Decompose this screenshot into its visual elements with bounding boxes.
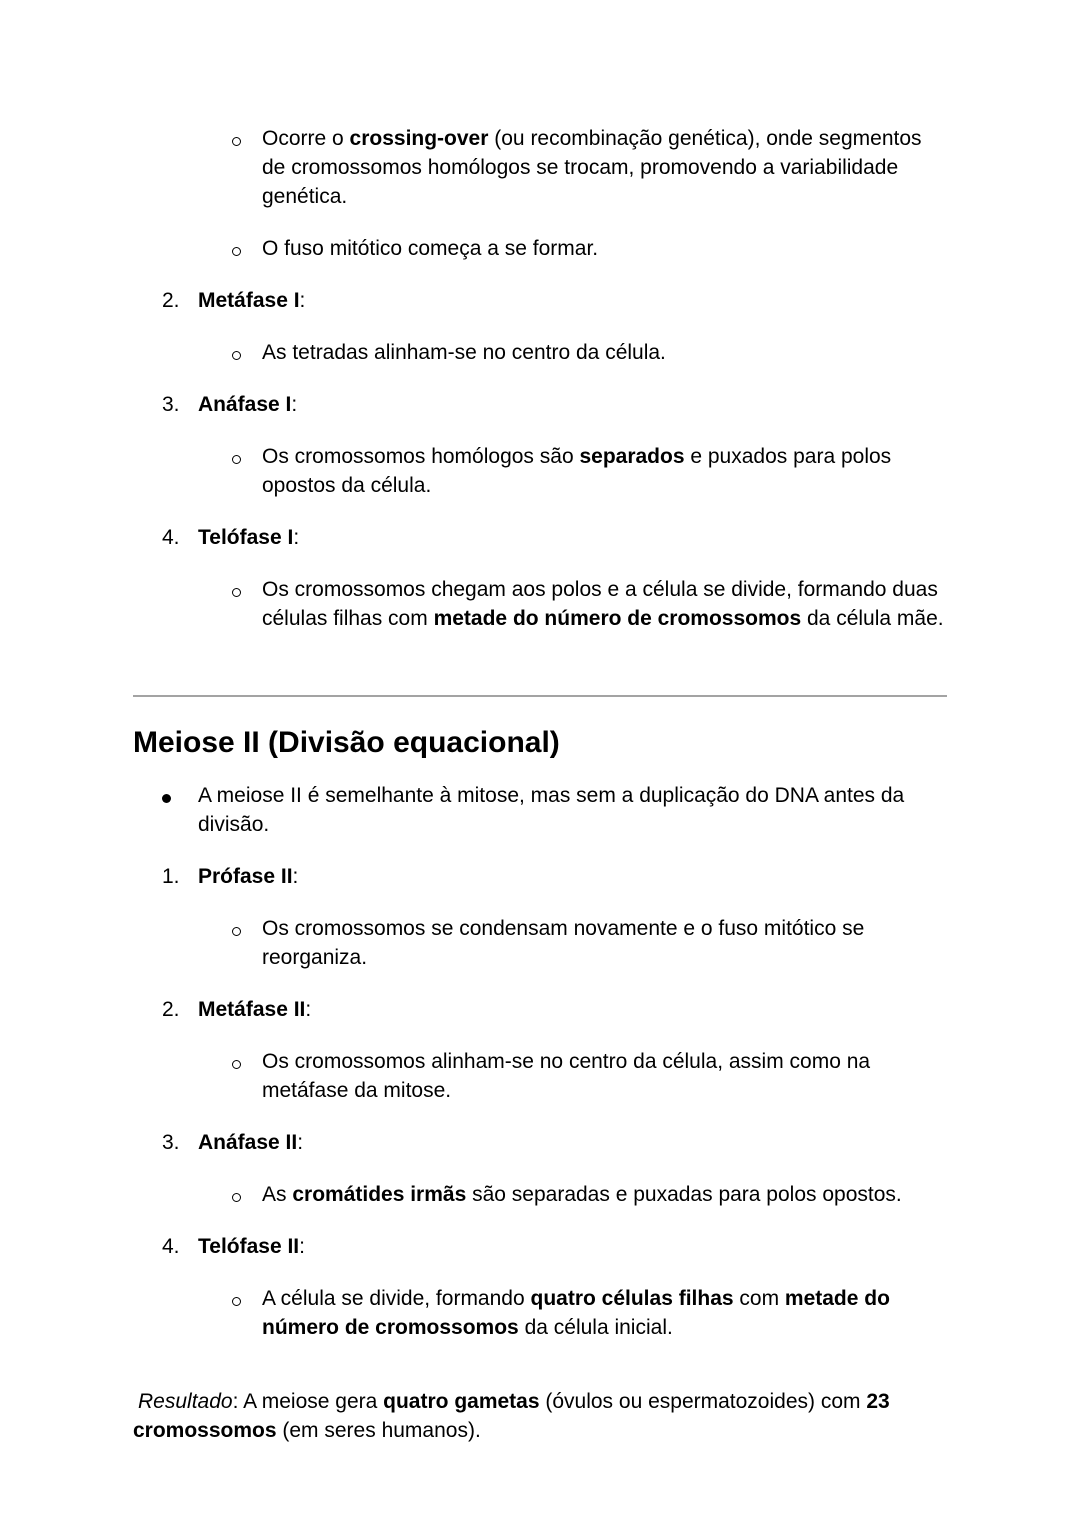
text-run: A meiose II é semelhante à mitose, mas sem a duplicação do DNA antes da divisão. xyxy=(198,784,905,836)
sub-list-item xyxy=(133,1284,947,1342)
text-run: metade do número de cromossomos xyxy=(262,1287,890,1339)
text-run: quatro células filhas xyxy=(530,1287,734,1310)
list-item-text xyxy=(262,442,947,500)
list-item-text xyxy=(198,1232,947,1261)
list-number: 2. xyxy=(162,998,180,1021)
text-run: : xyxy=(299,289,306,312)
list-marker xyxy=(232,124,262,146)
text-run: metade do número de cromossomos xyxy=(433,607,802,630)
list-item-text xyxy=(262,1047,947,1105)
text-run: : xyxy=(305,998,312,1021)
text-run: Anáfase I xyxy=(198,393,292,416)
list-item-text xyxy=(262,914,947,972)
list-marker xyxy=(232,442,262,464)
bullet-circle-icon xyxy=(232,588,241,597)
text-run: são separadas e puxadas para polos opostos. xyxy=(466,1183,902,1206)
list-item-text xyxy=(262,575,947,633)
list-item-text xyxy=(198,781,947,839)
text-run: Anáfase II xyxy=(198,1131,298,1154)
text-run: Telófase I xyxy=(198,526,294,549)
list-number: 2. xyxy=(162,289,180,312)
sub-list-item xyxy=(133,1180,947,1209)
text-run: Ocorre o xyxy=(262,127,350,150)
numbered-list-item xyxy=(133,1128,947,1157)
text-run: Metáfase II xyxy=(198,998,306,1021)
bullet-circle-icon xyxy=(232,247,241,256)
text-run: O fuso mitótico começa a se formar. xyxy=(262,237,599,260)
list-number: 4. xyxy=(162,526,180,549)
bullet-circle-icon xyxy=(232,927,241,936)
list-marker xyxy=(232,1180,262,1202)
list-item-text xyxy=(262,1180,947,1209)
sub-list-item xyxy=(133,234,947,263)
list-item-text xyxy=(262,234,947,263)
text-run: Metáfase I xyxy=(198,289,300,312)
list-number: 4. xyxy=(162,1235,180,1258)
list-marker xyxy=(232,1284,262,1306)
sub-list-item xyxy=(133,124,947,211)
sub-list-item xyxy=(133,1047,947,1105)
text-run: (óvulos ou espermatozoides) com xyxy=(539,1390,867,1413)
sub-list-item xyxy=(133,575,947,633)
bullet-circle-icon xyxy=(232,1193,241,1202)
text-run: Os cromossomos chegam aos polos e a célula se divide, formando duas células filhas com xyxy=(262,578,938,630)
text-run: e puxados para polos opostos da célula. xyxy=(262,445,892,497)
text-run: cromátides irmãs xyxy=(292,1183,467,1206)
text-run: : A meiose gera xyxy=(232,1390,384,1413)
text-run: quatro gametas xyxy=(383,1390,540,1413)
bullet-circle-icon xyxy=(232,1297,241,1306)
list-marker xyxy=(232,1047,262,1069)
text-run: da célula mãe. xyxy=(801,607,944,630)
numbered-list-item xyxy=(133,995,947,1024)
list-marker xyxy=(232,338,262,360)
sub-list-item xyxy=(133,442,947,500)
list-item-text xyxy=(198,286,947,315)
numbered-list-item xyxy=(133,523,947,552)
list-item-text xyxy=(198,390,947,419)
text-run: Os cromossomos homólogos são xyxy=(262,445,580,468)
text-run: (em seres humanos). xyxy=(276,1419,481,1442)
list-item-text xyxy=(198,995,947,1024)
numbered-list-item xyxy=(133,862,947,891)
text-run: da célula inicial. xyxy=(518,1316,673,1339)
list-item-text xyxy=(198,1128,947,1157)
text-run: : xyxy=(291,393,298,416)
text-run: Resultado xyxy=(138,1390,233,1413)
list-item-text xyxy=(262,124,947,211)
text-run: Meiose II (Divisão equacional) xyxy=(133,726,560,759)
list-item-text xyxy=(262,338,947,367)
text-run: Prófase II xyxy=(198,865,293,888)
text-run: com xyxy=(733,1287,785,1310)
horizontal-rule xyxy=(133,695,947,697)
text-run: Os cromossomos se condensam novamente e o fuso mitótico se reorganiza. xyxy=(262,917,865,969)
text-run: Telófase II xyxy=(198,1235,300,1258)
list-marker xyxy=(232,234,262,256)
sub-list-item xyxy=(133,338,947,367)
numbered-list-item xyxy=(133,286,947,315)
list-marker xyxy=(232,575,262,597)
result-paragraph xyxy=(133,1387,947,1445)
list-item-text xyxy=(262,1284,947,1342)
bullet-circle-icon xyxy=(232,137,241,146)
list-marker xyxy=(232,914,262,936)
text-run: As xyxy=(262,1183,293,1206)
list-number: 1. xyxy=(162,865,180,888)
list-item-text xyxy=(198,523,947,552)
bullet-circle-icon xyxy=(232,1060,241,1069)
text-run: (ou recombinação genética), onde segmentos de cromossomos homólogos se trocam, promovendo a variabilidade genética. xyxy=(262,127,922,208)
text-run: : xyxy=(297,1131,304,1154)
text-run: crossing-over xyxy=(349,127,489,150)
text-run: 23 cromossomos xyxy=(133,1390,890,1442)
list-item-text xyxy=(198,862,947,891)
text-run: Os cromossomos alinham-se no centro da célula, assim como na metáfase da mitose. xyxy=(262,1050,871,1102)
bullet-circle-icon xyxy=(232,455,241,464)
text-run: separados xyxy=(579,445,685,468)
text-run: : xyxy=(293,526,300,549)
text-run: : xyxy=(292,865,299,888)
text-run: : xyxy=(299,1235,305,1258)
sub-list-item xyxy=(133,914,947,972)
numbered-list-item xyxy=(133,1232,947,1261)
list-number: 3. xyxy=(162,393,180,416)
bullet-disc-icon xyxy=(162,794,171,803)
list-marker xyxy=(162,781,198,803)
list-number: 3. xyxy=(162,1131,180,1154)
text-run: As tetradas alinham-se no centro da célula. xyxy=(262,341,666,364)
numbered-list-item xyxy=(133,390,947,419)
bullet-circle-icon xyxy=(232,351,241,360)
text-run: A célula se divide, formando xyxy=(262,1287,531,1310)
section-heading xyxy=(133,724,947,762)
bullet-list-item xyxy=(133,781,947,839)
